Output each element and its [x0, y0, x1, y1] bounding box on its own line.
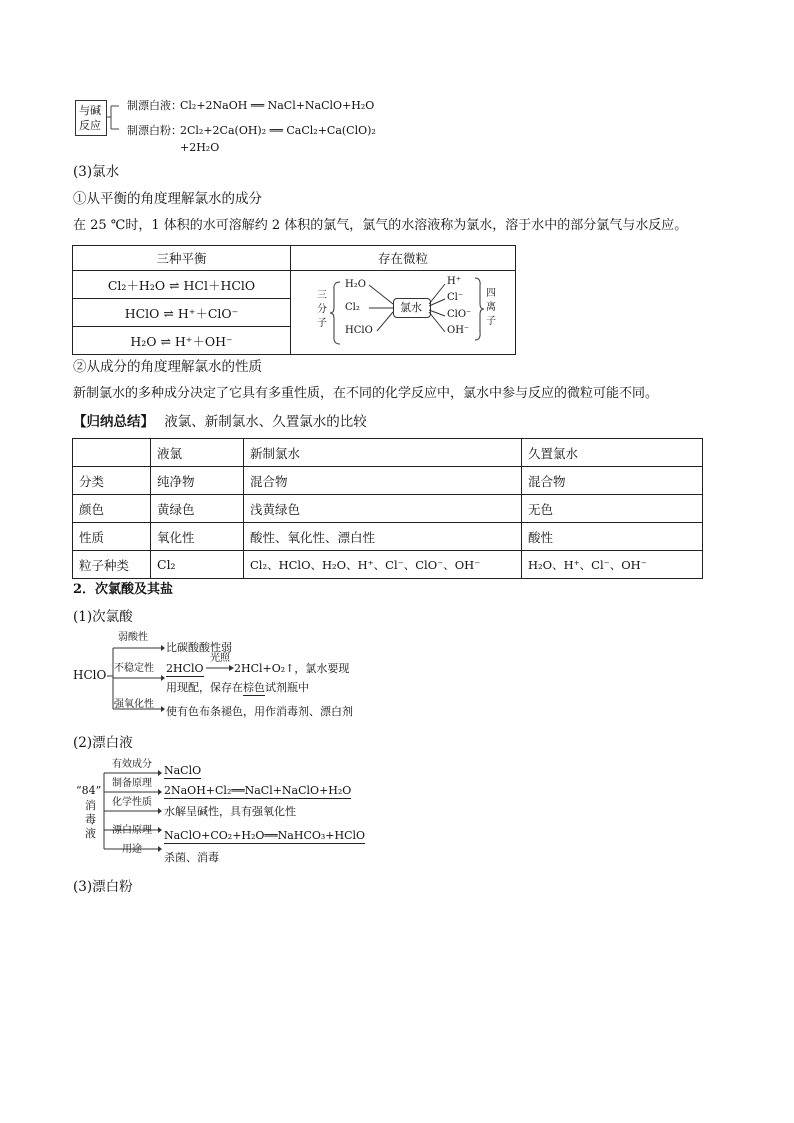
bleach-branch4-label: 漂白原理 [112, 825, 152, 836]
compare-cell: Cl₂、HClO、H₂O、H⁺、Cl⁻、ClO⁻、OH⁻ [244, 551, 522, 579]
bleach-branch1-text: NaClO [164, 764, 202, 777]
alkali-item2-eq: 2Cl₂+2Ca(OH)₂ ══ CaCl₂+Ca(ClO)₂ [180, 124, 376, 137]
ion-oh: OH⁻ [447, 324, 470, 336]
particles-right-label-1: 四 [486, 287, 496, 299]
subsection-bleach-title: (2)漂白液 [73, 735, 133, 751]
alkali-item1-label: 制漂白液： [127, 99, 182, 112]
ion-cl: Cl⁻ [447, 291, 464, 303]
summary-heading [73, 413, 367, 431]
alkali-box-line1: 与碱 [79, 104, 101, 117]
subsection-properties-title: ②从成分的角度理解氯水的性质 [73, 359, 262, 375]
hclo-branch1-label: 弱酸性 [118, 632, 148, 643]
particles-right-brace [473, 276, 485, 342]
equilibrium-table [72, 245, 516, 355]
compare-row-label: 性质 [73, 523, 151, 551]
compare-cell: 无色 [522, 495, 703, 523]
bleach-branch3-label: 化学性质 [112, 797, 152, 808]
bleach-branch3-text: 水解呈碱性，具有强氧化性 [164, 805, 296, 818]
paragraph-solubility: 在 25 ℃时，1 体积的水可溶解约 2 体积的氯气，氯气的水溶液称为氯水，溶于水中的部分氯气与水反应。 [73, 218, 688, 233]
compare-row-label: 分类 [73, 467, 151, 495]
hclo-branch2-cont-pre: 用现配，保存在 [166, 681, 243, 694]
hclo-branch2-condition: 光照 [210, 653, 230, 664]
compare-cell: 酸性、氧化性、漂白性 [244, 523, 522, 551]
equilibrium-header-balance: 三种平衡 [73, 246, 291, 271]
summary-tag: 【归纳总结】 [73, 414, 154, 430]
hclo-branch2-cont-post: 试剂瓶中 [265, 681, 309, 694]
compare-row-label: 粒子种类 [73, 551, 151, 579]
compare-cell: 纯净物 [151, 467, 244, 495]
hclo-branch2-eq-left: 2HClO [166, 662, 204, 675]
bleach-branch2-label: 制备原理 [112, 778, 152, 789]
bleach-branch5-text: 杀菌、消毒 [164, 851, 219, 864]
compare-cell: 黄绿色 [151, 495, 244, 523]
bleach-branch4-text: NaClO+CO₂+H₂O══NaHCO₃+HClO [164, 829, 366, 842]
compare-header-fresh: 新制氯水 [244, 439, 522, 467]
particles-left-label-2: 分 [317, 303, 327, 315]
bleach-root-4: 液 [85, 827, 96, 840]
compare-cell: 混合物 [522, 467, 703, 495]
bleach-root-1: “84” [76, 784, 102, 797]
molecule-cl2: Cl₂ [345, 301, 360, 313]
molecule-hclo: HClO [345, 324, 373, 336]
subsection-hclo-title: (1)次氯酸 [73, 609, 133, 625]
bleach-branch1-label: 有效成分 [112, 759, 152, 770]
compare-header-aged: 久置氯水 [522, 439, 703, 467]
compare-cell: 酸性 [522, 523, 703, 551]
subsection-equilibrium-title: ①从平衡的角度理解氯水的成分 [73, 191, 262, 207]
particles-left-label-3: 子 [317, 317, 327, 329]
hclo-branch2-eq-right: 2HCl+O₂↑，氯水要现 [234, 662, 350, 675]
particles-right-label-2: 离 [486, 301, 496, 313]
hclo-root: HClO [73, 668, 107, 682]
section-hypochlorous-title: 2．次氯酸及其盐 [73, 582, 174, 597]
paragraph-properties: 新制氯水的多种成分决定了它具有多重性质，在不同的化学反应中，氯水中参与反应的微粒可能不同。 [73, 386, 659, 401]
alkali-item1-eq: Cl₂+2NaOH ══ NaCl+NaClO+H₂O [180, 99, 375, 112]
hclo-branch2-cont-underline: 棕色 [243, 681, 265, 694]
compare-cell: H₂O、H⁺、Cl⁻、OH⁻ [522, 551, 703, 579]
bleach-root-2: 消 [85, 799, 96, 812]
particles-diagram [297, 272, 509, 354]
equilibrium-row-3: H₂O ⇌ H⁺＋OH⁻ [73, 327, 291, 355]
alkali-box-line2: 反应 [79, 119, 101, 132]
compare-row-label: 颜色 [73, 495, 151, 523]
molecule-h2o: H₂O [345, 278, 366, 290]
particles-center-label: 氯水 [400, 300, 422, 314]
hclo-branch3-text: 使有色布条褪色，用作消毒剂、漂白剂 [166, 705, 353, 718]
compare-header-liquid: 液氯 [151, 439, 244, 467]
hclo-branch2-label: 不稳定性 [114, 663, 154, 674]
comparison-table [72, 438, 703, 579]
ion-h: H⁺ [447, 275, 461, 287]
summary-title: 液氯、新制氯水、久置氯水的比较 [164, 414, 367, 430]
particles-cell [291, 271, 516, 355]
hclo-branch1-text: 比碳酸酸性弱 [166, 641, 232, 654]
particles-center-box [393, 298, 431, 318]
bleach-branch2-text: 2NaOH+Cl₂══NaCl+NaClO+H₂O [164, 784, 352, 797]
compare-cell: Cl₂ [151, 551, 244, 579]
bleach-branch5-label: 用途 [122, 844, 142, 855]
equilibrium-header-particles: 存在微粒 [291, 246, 516, 271]
subsection-bleaching-powder-title: (3)漂白粉 [73, 879, 133, 895]
particles-left-label-1: 三 [317, 289, 327, 301]
equilibrium-row-2: HClO ⇌ H⁺＋ClO⁻ [73, 299, 291, 327]
hclo-branch3-label: 强氧化性 [114, 699, 154, 710]
ion-clo: ClO⁻ [447, 308, 472, 320]
hclo-branch2-arrow [205, 664, 235, 672]
compare-cell: 浅黄绿色 [244, 495, 522, 523]
alkali-brace [105, 100, 125, 140]
compare-cell: 氧化性 [151, 523, 244, 551]
compare-cell: 混合物 [244, 467, 522, 495]
alkali-item2-label: 制漂白粉： [127, 124, 182, 137]
bleach-root-3: 毒 [85, 813, 96, 826]
alkali-box [75, 100, 107, 136]
hclo-branch2-cont [166, 681, 309, 694]
compare-header-empty [73, 439, 151, 467]
equilibrium-row-1: Cl₂＋H₂O ⇌ HCl＋HClO [73, 271, 291, 299]
alkali-item2-eq-cont: +2H₂O [180, 141, 220, 154]
particles-right-label-3: 子 [486, 315, 496, 327]
section-chlorine-water-title: (3)氯水 [73, 164, 120, 180]
